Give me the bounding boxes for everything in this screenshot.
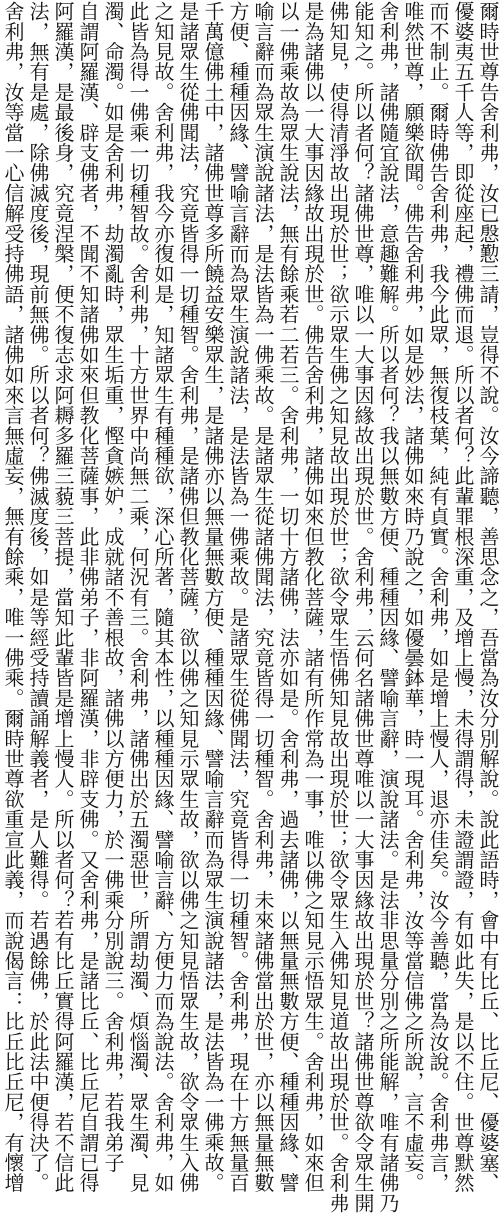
text-column-2: 優婆夷五千人等，即從座起，禮佛而退。所以者何？此輩罪根深重，及增上慢，未得謂得，未證謂證，有如此失，是以不住。世尊默然 xyxy=(451,1,475,1193)
text-column-15: 此皆為得一佛乘一切種智故。舍利弗，十方世界中尚無二乘，何況有三。舍利弗，諸佛出於五濁惡世，所謂劫濁、煩惱濁、眾生濁、見 xyxy=(126,1,150,1193)
text-column-12: 千萬億佛土中，諸佛世尊多所饒益安樂眾生，是諸佛亦以無量無數方便、種種因緣、譬喻言辭而為眾生演說諸法，是法皆為一佛乘故。 xyxy=(201,1,225,1193)
text-column-9: 以一佛乘故為眾生說法，無有餘乘若二若三。舍利弗，一切十方諸佛，法亦如是。舍利弗，過去諸佛，以無量無數方便、種種因緣、譬 xyxy=(276,1,300,1193)
text-column-11: 方便、種種因緣、譬喻言辭而為眾生演說諸法，是法皆為一佛乘故。是諸眾生從佛聞法，究竟皆得一切種智。舍利弗，現在十方無量百 xyxy=(226,1,250,1193)
text-column-5: 舍利弗，諸佛隨宜說法，意趣難解。所以者何？我以無數方便、種種因緣、譬喻言辭，演說諸法。是法非思量分別之所能解，唯有諸佛乃 xyxy=(376,1,400,1213)
text-column-8: 是為諸佛以一大事因緣故出現於世。佛告舍利弗，諸佛如來但教化菩薩，諸有所作常為一事，唯以佛之知見示悟眾生。舍利弗，如來但 xyxy=(301,1,325,1193)
text-column-20: 舍利弗，汝等當一心信解受持佛語，諸佛如來言無虛妄，無有餘乘，唯一佛乘。爾時世尊欲重宣此義，而說偈言：比丘比丘尼，有懷增 xyxy=(1,1,25,1193)
text-column-17: 自謂阿羅漢、辟支佛者，不聞不知諸佛如來但教化菩薩事，此非佛弟子，非阿羅漢，非辟支佛。又舍利弗，是諸比丘、比丘尼自謂已得 xyxy=(76,1,100,1193)
text-column-7: 佛知見，使得清淨故出現於世；欲示眾生佛之知見故出現於世；欲令眾生悟佛知見故出現於世；欲令眾生入佛知見道故出現於世。舍利弗 xyxy=(326,1,350,1213)
text-column-6: 能知之。所以者何？諸佛世尊，唯以一大事因緣故出現於世。舍利弗，云何名諸佛世尊唯以一大事因緣故出現於世？諸佛世尊欲令眾生開 xyxy=(351,1,375,1213)
text-column-13: 是諸眾生從佛聞法，究竟皆得一切種智。舍利弗，是諸佛但教化菩薩，欲以佛之知見示眾生故，欲以佛之知見悟眾生故，欲令眾生入佛 xyxy=(176,1,200,1193)
text-column-1: 爾時世尊告舍利弗，汝已慇懃三請，豈得不說。汝今諦聽，善思念之，吾當為汝分別解說。說此語時，會中有比丘、比丘尼、優婆塞、 xyxy=(476,1,500,1193)
text-column-14: 之知見故。舍利弗，我今亦復如是，知諸眾生有種種欲，深心所著，隨其本性，以種種因緣、譬喻言辭、方便力而為說法。舍利弗，如 xyxy=(151,1,175,1193)
text-column-4: 唯然世尊，願樂欲聞。佛告舍利弗，如是妙法，諸佛如來時乃說之，如優曇鉢華，時一現耳。舍利弗，汝等當信佛之所說，言不虛妄。 xyxy=(401,1,425,1193)
text-column-16: 濁、命濁。如是舍利弗，劫濁亂時，眾生垢重，慳貪嫉妒，成就諸不善根故，諸佛以方便力，於一佛乘分別說三。舍利弗，若我弟子 xyxy=(101,1,125,1173)
text-column-19: 法，無有是處，除佛滅度後，現前無佛。所以者何？佛滅度後，如是等經受持讀誦解義者，是人難得。若遇餘佛，於此法中便得決了。 xyxy=(26,1,50,1193)
text-column-10: 喻言辭而為眾生演說諸法，是法皆為一佛乘故。是諸眾生從諸佛聞法，究竟皆得一切種智。舍利弗，未來諸佛當出於世，亦以無量無數 xyxy=(251,1,275,1193)
text-column-18: 阿羅漢，是最後身，究竟涅槃，便不復志求阿耨多羅三藐三菩提，當知此輩皆是增上慢人。所以者何？若有比丘實得阿羅漢，若不信此 xyxy=(51,1,75,1193)
text-column-3: 而不制止。爾時佛告舍利弗，我今此眾，無復枝葉，純有貞實。舍利弗，如是增上慢人，退亦佳矣。汝今善聽，當為汝說。舍利弗言， xyxy=(426,1,450,1193)
